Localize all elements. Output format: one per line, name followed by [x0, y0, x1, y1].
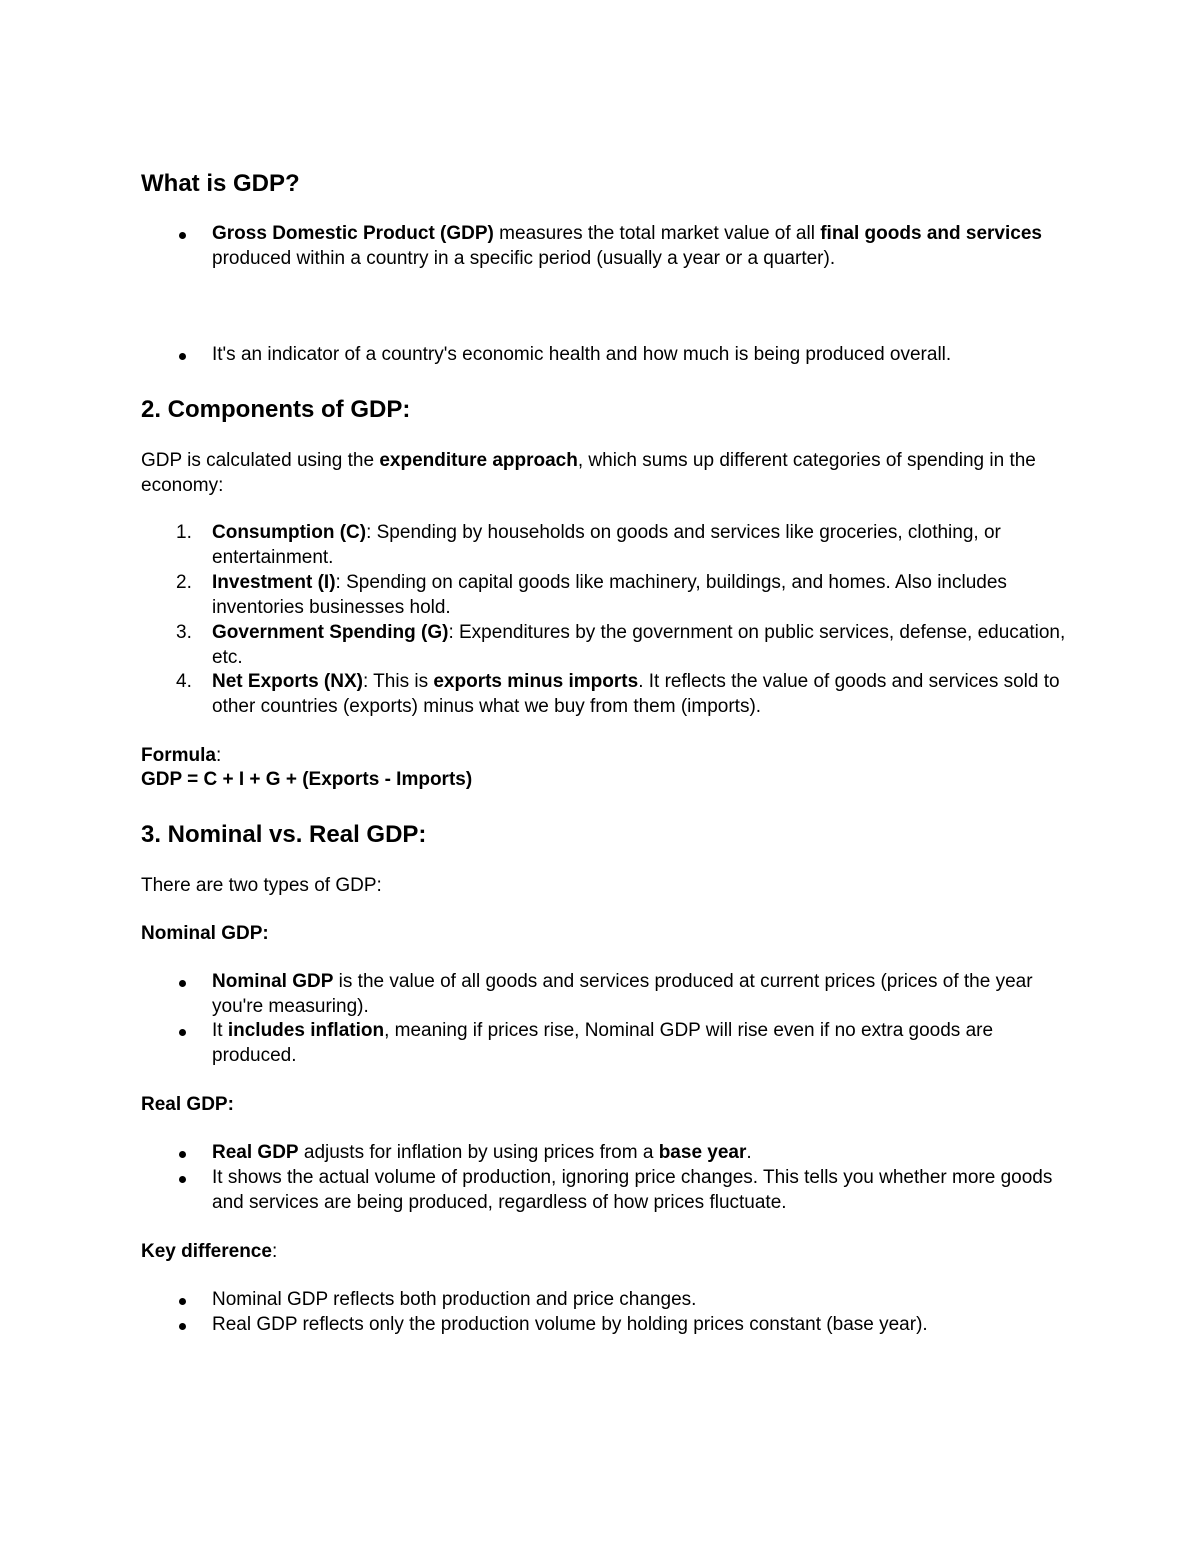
bold-term: exports minus imports — [433, 671, 639, 692]
bold-term: Government Spending (G) — [212, 622, 449, 643]
bullet-icon — [179, 1029, 186, 1036]
bullet-icon — [179, 980, 186, 987]
bullet-icon — [179, 1298, 186, 1305]
item-number: 4. — [176, 671, 192, 692]
bold-term: Gross Domestic Product (GDP) — [212, 223, 494, 244]
bold-term: Investment (I) — [212, 572, 336, 593]
bold-term: Real GDP — [212, 1142, 299, 1163]
paragraph — [141, 449, 1041, 498]
list-item-text: It shows the actual volume of production, ignoring price changes. This tells you whether more goods and services are being produced, regardless of how prices fluctuate. — [212, 1167, 1053, 1213]
section-heading: 3. Nominal vs. Real GDP: — [141, 821, 427, 848]
page-title: What is GDP? — [141, 170, 300, 197]
text-run: Formula — [141, 745, 216, 766]
text-run: : — [215, 745, 222, 766]
text-run: adjusts for inflation by using prices from a — [298, 1142, 659, 1163]
bold-term: Net Exports (NX) — [212, 671, 363, 692]
bold-term: final goods and services — [820, 223, 1042, 244]
list-item-text: Nominal GDP reflects both production and price changes. — [212, 1289, 697, 1310]
list-item-text — [212, 1019, 1071, 1068]
list-item-text — [212, 222, 1071, 271]
paragraph: There are two types of GDP: — [141, 875, 382, 896]
item-number: 3. — [176, 622, 192, 643]
text-run: produced within a country in a specific period (usually a year or a quarter). — [212, 247, 836, 269]
subheading — [141, 1240, 1071, 1265]
list-item-text — [212, 521, 1071, 570]
bold-term: Consumption (C) — [212, 522, 367, 543]
bullet-icon — [179, 1151, 186, 1158]
subheading: Nominal GDP: — [141, 923, 269, 944]
bullet-icon — [179, 232, 186, 239]
bold-term: includes inflation — [227, 1020, 385, 1041]
list-item-text — [212, 670, 1071, 719]
bold-term: base year — [658, 1142, 747, 1163]
section-heading: 2. Components of GDP: — [141, 396, 411, 423]
text-run: . It reflects the value of goods and services sold to other countries (exports) minus what we buy from them (imports). — [212, 671, 1060, 717]
bullet-icon — [179, 353, 186, 360]
list-item-text: Real GDP reflects only the production volume by holding prices constant (base year). — [212, 1314, 928, 1335]
text-run: : — [271, 1241, 278, 1262]
text-run: , which sums up different categories of spending in the economy: — [141, 450, 1036, 496]
bold-term: expenditure approach — [379, 450, 578, 471]
list-item-text — [212, 970, 1071, 1019]
text-run: . — [746, 1142, 752, 1163]
subheading: Real GDP: — [141, 1094, 234, 1115]
text-run: : This is — [362, 671, 434, 692]
list-item-text — [212, 1141, 1071, 1166]
formula-label — [141, 744, 1071, 769]
text-run: is the value of all goods and services produced at current prices (prices of the year you're measuring). — [212, 971, 1033, 1017]
formula: GDP = C + I + G + (Exports - Imports) — [141, 769, 473, 790]
text-run: It — [212, 1020, 228, 1041]
text-run: measures the total market value of all — [493, 223, 821, 244]
text-run: , meaning if prices rise, Nominal GDP will rise even if no extra goods are produced. — [212, 1020, 994, 1066]
text-run: : Expenditures by the government on public services, defense, education, etc. — [212, 622, 1066, 668]
bullet-icon — [179, 1323, 186, 1330]
item-number: 2. — [176, 572, 192, 593]
item-number: 1. — [176, 522, 192, 543]
list-item-text: It's an indicator of a country's economic health and how much is being produced overall. — [212, 344, 952, 365]
bullet-icon — [179, 1176, 186, 1183]
text-run: GDP is calculated using the — [141, 450, 380, 471]
text-run: Key difference — [141, 1241, 272, 1262]
list-item-text — [212, 571, 1071, 620]
bold-term: Nominal GDP — [212, 971, 334, 992]
text-run: : Spending on capital goods like machinery, buildings, and homes. Also includes inventories businesses hold. — [212, 572, 1007, 618]
text-run: : Spending by households on goods and services like groceries, clothing, or entertainment. — [212, 522, 1001, 568]
list-item-text — [212, 621, 1071, 670]
